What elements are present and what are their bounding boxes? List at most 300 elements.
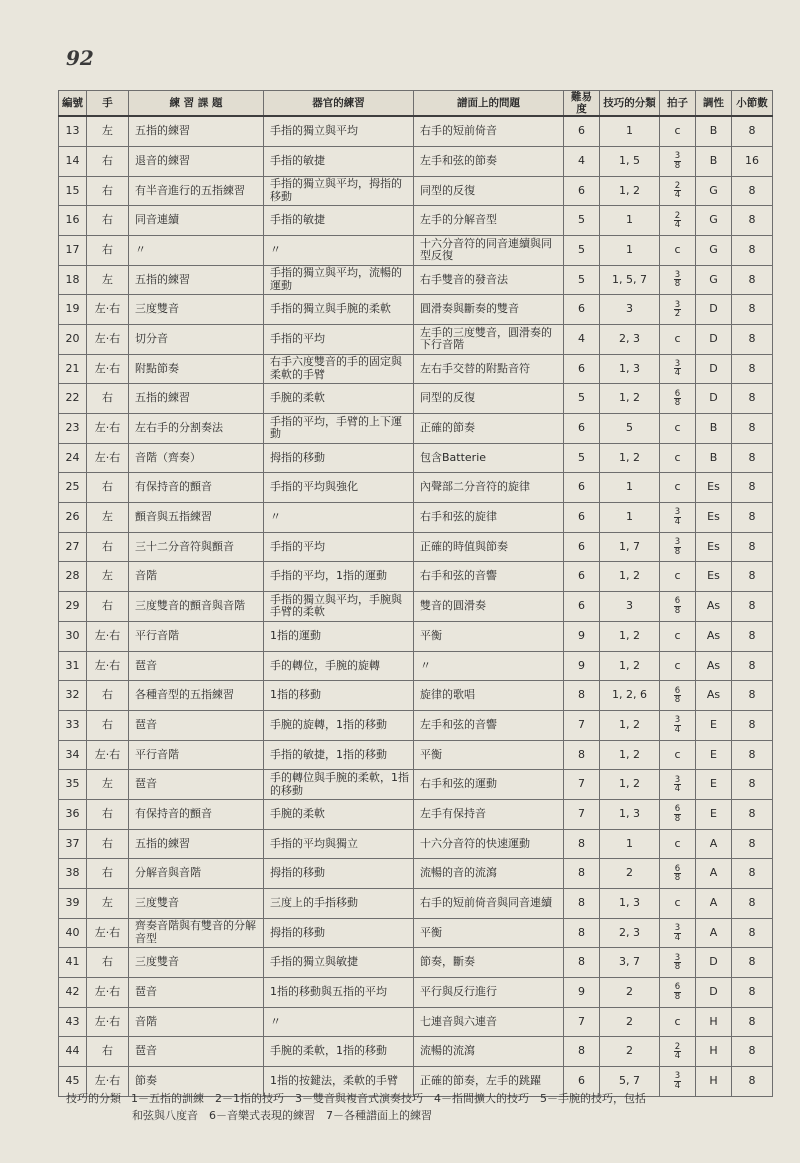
table-row	[59, 443, 773, 473]
cell-technique: 1, 2	[600, 770, 660, 800]
cell-score-problem: 十六分音符的快速運動	[414, 829, 564, 859]
cell-number: 21	[59, 354, 87, 384]
cell-number: 19	[59, 295, 87, 325]
header-topic: 練 習 課 題	[129, 91, 264, 117]
cell-hand: 右	[87, 146, 129, 176]
cell-bars: 8	[732, 978, 773, 1008]
cell-score-problem: 〃	[414, 651, 564, 681]
cell-hand: 左·右	[87, 354, 129, 384]
cell-topic: 平行音階	[129, 621, 264, 651]
cell-score-problem: 平行與反行進行	[414, 978, 564, 1008]
table-row	[59, 146, 773, 176]
cell-hand: 左	[87, 265, 129, 295]
cell-hand: 左·右	[87, 621, 129, 651]
meter-denominator: 4	[674, 368, 681, 379]
cell-meter: c	[660, 889, 696, 919]
cell-topic: 附點節奏	[129, 354, 264, 384]
cell-hand: 右	[87, 206, 129, 236]
cell-topic: 節奏	[129, 1067, 264, 1097]
table-row	[59, 859, 773, 889]
cell-key: B	[696, 443, 732, 473]
cell-hand: 右	[87, 592, 129, 622]
table-row	[59, 354, 773, 384]
cell-bars: 8	[732, 740, 773, 770]
cell-topic: 有保持音的顫音	[129, 473, 264, 503]
cell-meter: c	[660, 443, 696, 473]
cell-difficulty: 9	[564, 621, 600, 651]
cell-hand: 右	[87, 859, 129, 889]
cell-hand: 右	[87, 532, 129, 562]
cell-score-problem: 正確的節奏	[414, 414, 564, 444]
meter-numerator: 3	[674, 358, 681, 369]
header-technique: 技巧的分類	[600, 91, 660, 117]
cell-bars: 8	[732, 176, 773, 206]
cell-key: A	[696, 859, 732, 889]
meter-fraction	[674, 271, 681, 289]
cell-number: 13	[59, 116, 87, 146]
cell-technique: 3	[600, 295, 660, 325]
cell-number: 18	[59, 265, 87, 295]
cell-meter: c	[660, 651, 696, 681]
cell-organ-practice: 手指的平均與獨立	[264, 829, 414, 859]
cell-hand: 右	[87, 473, 129, 503]
cell-organ-practice: 〃	[264, 503, 414, 533]
cell-key: H	[696, 1067, 732, 1097]
cell-difficulty: 7	[564, 799, 600, 829]
cell-score-problem: 節奏，斷奏	[414, 948, 564, 978]
cell-organ-practice: 手腕的柔軟，1指的移動	[264, 1037, 414, 1067]
cell-key: D	[696, 978, 732, 1008]
cell-number: 45	[59, 1067, 87, 1097]
cell-technique: 2	[600, 1037, 660, 1067]
meter-numerator: 3	[674, 952, 681, 963]
cell-hand: 左	[87, 770, 129, 800]
cell-bars: 8	[732, 948, 773, 978]
cell-score-problem: 左右手交替的附點音符	[414, 354, 564, 384]
meter-fraction	[674, 776, 681, 794]
meter-denominator: 4	[674, 1080, 681, 1091]
cell-number: 34	[59, 740, 87, 770]
cell-number: 25	[59, 473, 87, 503]
table-row	[59, 799, 773, 829]
cell-meter: c	[660, 562, 696, 592]
cell-key: D	[696, 324, 732, 354]
meter-numerator: 6	[674, 804, 681, 815]
cell-hand: 右	[87, 1037, 129, 1067]
cell-difficulty: 7	[564, 1007, 600, 1037]
cell-hand: 右	[87, 948, 129, 978]
cell-key: E	[696, 710, 732, 740]
cell-technique: 1, 2	[600, 443, 660, 473]
cell-organ-practice: 〃	[264, 1007, 414, 1037]
cell-technique: 1, 3	[600, 889, 660, 919]
cell-score-problem: 同型的反復	[414, 176, 564, 206]
table-row	[59, 829, 773, 859]
cell-bars: 8	[732, 206, 773, 236]
cell-number: 14	[59, 146, 87, 176]
cell-topic: 琶音	[129, 1037, 264, 1067]
cell-topic: 五指的練習	[129, 265, 264, 295]
meter-numerator: 3	[674, 774, 681, 785]
cell-hand: 左·右	[87, 1007, 129, 1037]
cell-bars: 8	[732, 503, 773, 533]
cell-number: 16	[59, 206, 87, 236]
cell-score-problem: 右手和弦的旋律	[414, 503, 564, 533]
table-row	[59, 681, 773, 711]
cell-topic: 退音的練習	[129, 146, 264, 176]
table-row	[59, 324, 773, 354]
cell-organ-practice: 手腕的旋轉，1指的移動	[264, 710, 414, 740]
cell-number: 41	[59, 948, 87, 978]
cell-organ-practice: 手指的獨立與平均，拇指的移動	[264, 176, 414, 206]
meter-numerator: 6	[674, 685, 681, 696]
cell-topic: 三度雙音	[129, 295, 264, 325]
cell-organ-practice: 拇指的移動	[264, 443, 414, 473]
table-row	[59, 740, 773, 770]
meter-denominator: 8	[674, 279, 681, 290]
cell-score-problem: 左手和弦的節奏	[414, 146, 564, 176]
cell-meter: c	[660, 621, 696, 651]
cell-topic: 分解音與音階	[129, 859, 264, 889]
meter-numerator: 2	[674, 180, 681, 191]
cell-technique: 1	[600, 473, 660, 503]
cell-difficulty: 6	[564, 592, 600, 622]
cell-number: 28	[59, 562, 87, 592]
cell-bars: 8	[732, 384, 773, 414]
meter-fraction	[674, 212, 681, 230]
cell-hand: 左·右	[87, 324, 129, 354]
cell-number: 40	[59, 918, 87, 948]
cell-bars: 8	[732, 710, 773, 740]
cell-score-problem: 左手和弦的音響	[414, 710, 564, 740]
cell-technique: 1, 2	[600, 384, 660, 414]
cell-organ-practice: 三度上的手指移動	[264, 889, 414, 919]
cell-bars: 8	[732, 829, 773, 859]
cell-organ-practice: 手指的敏捷	[264, 146, 414, 176]
cell-meter: c	[660, 829, 696, 859]
meter-numerator: 3	[674, 151, 681, 162]
cell-technique: 1, 2	[600, 621, 660, 651]
cell-key: As	[696, 621, 732, 651]
cell-hand: 左·右	[87, 1067, 129, 1097]
cell-number: 22	[59, 384, 87, 414]
cell-meter	[660, 799, 696, 829]
cell-difficulty: 7	[564, 770, 600, 800]
cell-meter	[660, 146, 696, 176]
cell-difficulty: 6	[564, 414, 600, 444]
cell-difficulty: 6	[564, 503, 600, 533]
meter-fraction	[674, 924, 681, 942]
cell-organ-practice: 手指的獨立與手腕的柔軟	[264, 295, 414, 325]
cell-score-problem: 流暢的流瀉	[414, 1037, 564, 1067]
cell-technique: 2	[600, 1007, 660, 1037]
cell-score-problem: 平衡	[414, 918, 564, 948]
cell-meter	[660, 503, 696, 533]
cell-bars: 8	[732, 859, 773, 889]
cell-technique: 1, 2, 6	[600, 681, 660, 711]
cell-bars: 8	[732, 799, 773, 829]
cell-topic: 琶音	[129, 651, 264, 681]
table-row	[59, 295, 773, 325]
table-row	[59, 176, 773, 206]
meter-fraction	[674, 805, 681, 823]
meter-denominator: 4	[674, 1051, 681, 1062]
cell-organ-practice: 1指的移動	[264, 681, 414, 711]
footnote-text-1: 1－五指的訓練 2－1指的技巧 3－雙音與複音式演奏技巧 4－指間擴大的技巧 5－手腕的技巧，包括	[131, 1092, 646, 1105]
cell-meter	[660, 918, 696, 948]
meter-numerator: 3	[674, 537, 681, 548]
meter-numerator: 3	[674, 1071, 681, 1082]
cell-technique: 1	[600, 235, 660, 265]
cell-score-problem: 內聲部二分音符的旋律	[414, 473, 564, 503]
meter-fraction	[674, 390, 681, 408]
meter-denominator: 8	[674, 605, 681, 616]
table-row	[59, 592, 773, 622]
cell-bars: 8	[732, 621, 773, 651]
header-row	[59, 91, 773, 117]
cell-number: 39	[59, 889, 87, 919]
table-row	[59, 918, 773, 948]
cell-organ-practice: 手指的獨立與敏捷	[264, 948, 414, 978]
meter-numerator: 6	[674, 982, 681, 993]
cell-meter	[660, 1037, 696, 1067]
header-bars: 小節數	[732, 91, 773, 117]
cell-number: 15	[59, 176, 87, 206]
cell-bars: 8	[732, 651, 773, 681]
cell-organ-practice: 手指的獨立與平均，流暢的運動	[264, 265, 414, 295]
cell-score-problem: 左手的分解音型	[414, 206, 564, 236]
cell-organ-practice: 〃	[264, 235, 414, 265]
footnote	[66, 1090, 766, 1124]
cell-technique: 2	[600, 859, 660, 889]
cell-bars: 8	[732, 592, 773, 622]
cell-meter: c	[660, 116, 696, 146]
cell-organ-practice: 手指的平均	[264, 324, 414, 354]
cell-score-problem: 右手和弦的音響	[414, 562, 564, 592]
cell-key: E	[696, 799, 732, 829]
cell-number: 30	[59, 621, 87, 651]
table-row	[59, 978, 773, 1008]
cell-hand: 右	[87, 235, 129, 265]
cell-difficulty: 8	[564, 889, 600, 919]
meter-numerator: 2	[674, 1041, 681, 1052]
cell-meter: c	[660, 473, 696, 503]
cell-meter	[660, 532, 696, 562]
cell-meter	[660, 859, 696, 889]
meter-numerator: 3	[674, 715, 681, 726]
cell-meter: c	[660, 235, 696, 265]
cell-bars: 8	[732, 532, 773, 562]
cell-hand: 右	[87, 829, 129, 859]
cell-organ-practice: 1指的運動	[264, 621, 414, 651]
cell-difficulty: 4	[564, 146, 600, 176]
cell-organ-practice: 拇指的移動	[264, 918, 414, 948]
cell-meter: c	[660, 1007, 696, 1037]
table-row	[59, 770, 773, 800]
cell-technique: 5	[600, 414, 660, 444]
cell-key: D	[696, 295, 732, 325]
cell-topic: 音階（齊奏）	[129, 443, 264, 473]
cell-key: G	[696, 176, 732, 206]
cell-bars: 8	[732, 414, 773, 444]
cell-topic: 五指的練習	[129, 829, 264, 859]
cell-hand: 左·右	[87, 414, 129, 444]
cell-hand: 左	[87, 562, 129, 592]
cell-topic: 三度雙音	[129, 889, 264, 919]
cell-hand: 右	[87, 710, 129, 740]
cell-number: 24	[59, 443, 87, 473]
cell-meter: c	[660, 414, 696, 444]
cell-technique: 1, 2	[600, 562, 660, 592]
cell-topic: 琶音	[129, 710, 264, 740]
cell-topic: 左右手的分割奏法	[129, 414, 264, 444]
table-row	[59, 621, 773, 651]
cell-key: G	[696, 265, 732, 295]
cell-meter	[660, 295, 696, 325]
meter-denominator: 8	[674, 695, 681, 706]
cell-score-problem: 左手的三度雙音，圓滑奏的下行音階	[414, 324, 564, 354]
cell-number: 44	[59, 1037, 87, 1067]
cell-difficulty: 6	[564, 473, 600, 503]
meter-denominator: 4	[674, 724, 681, 735]
cell-topic: 顫音與五指練習	[129, 503, 264, 533]
table-row	[59, 1007, 773, 1037]
cell-key: Es	[696, 562, 732, 592]
table-row	[59, 235, 773, 265]
cell-difficulty: 6	[564, 295, 600, 325]
meter-numerator: 3	[674, 299, 681, 310]
cell-organ-practice: 手指的獨立與平均	[264, 116, 414, 146]
cell-score-problem: 雙音的圓滑奏	[414, 592, 564, 622]
cell-organ-practice: 手的轉位與手腕的柔軟，1指的移動	[264, 770, 414, 800]
cell-bars: 8	[732, 918, 773, 948]
meter-numerator: 3	[674, 269, 681, 280]
header-score-problem: 譜面上的問題	[414, 91, 564, 117]
cell-number: 36	[59, 799, 87, 829]
cell-difficulty: 9	[564, 978, 600, 1008]
cell-bars: 8	[732, 116, 773, 146]
cell-key: H	[696, 1007, 732, 1037]
cell-difficulty: 7	[564, 710, 600, 740]
lesson-table	[58, 90, 773, 1097]
cell-score-problem: 七連音與六連音	[414, 1007, 564, 1037]
cell-key: B	[696, 414, 732, 444]
cell-topic: 五指的練習	[129, 384, 264, 414]
cell-technique: 3	[600, 592, 660, 622]
cell-bars: 8	[732, 1067, 773, 1097]
cell-hand: 左·右	[87, 918, 129, 948]
cell-meter	[660, 592, 696, 622]
cell-meter	[660, 384, 696, 414]
cell-bars: 8	[732, 562, 773, 592]
cell-number: 27	[59, 532, 87, 562]
cell-difficulty: 9	[564, 651, 600, 681]
cell-topic: 有半音進行的五指練習	[129, 176, 264, 206]
header-key: 調性	[696, 91, 732, 117]
cell-hand: 左·右	[87, 651, 129, 681]
cell-organ-practice: 1指的按鍵法，柔軟的手臂	[264, 1067, 414, 1097]
cell-bars: 8	[732, 265, 773, 295]
cell-number: 26	[59, 503, 87, 533]
meter-denominator: 8	[674, 962, 681, 973]
meter-denominator: 8	[674, 873, 681, 884]
cell-technique: 5, 7	[600, 1067, 660, 1097]
cell-difficulty: 5	[564, 265, 600, 295]
meter-fraction	[674, 538, 681, 556]
cell-key: A	[696, 829, 732, 859]
cell-meter: c	[660, 740, 696, 770]
cell-bars: 8	[732, 295, 773, 325]
cell-key: E	[696, 770, 732, 800]
cell-bars: 8	[732, 770, 773, 800]
cell-difficulty: 8	[564, 681, 600, 711]
cell-difficulty: 5	[564, 206, 600, 236]
footnote-label: 技巧的分類	[66, 1092, 121, 1105]
cell-organ-practice: 手指的平均與強化	[264, 473, 414, 503]
cell-difficulty: 5	[564, 235, 600, 265]
cell-difficulty: 8	[564, 859, 600, 889]
meter-numerator: 2	[674, 210, 681, 221]
cell-topic: 切分音	[129, 324, 264, 354]
cell-meter	[660, 710, 696, 740]
cell-key: Es	[696, 532, 732, 562]
meter-fraction	[674, 1043, 681, 1061]
cell-technique: 1, 2	[600, 740, 660, 770]
cell-organ-practice: 手腕的柔軟	[264, 384, 414, 414]
cell-key: D	[696, 354, 732, 384]
cell-key: G	[696, 206, 732, 236]
meter-fraction	[674, 301, 681, 319]
cell-technique: 1	[600, 503, 660, 533]
cell-organ-practice: 拇指的移動	[264, 859, 414, 889]
cell-key: As	[696, 681, 732, 711]
cell-topic: 琶音	[129, 770, 264, 800]
cell-key: H	[696, 1037, 732, 1067]
cell-technique: 1	[600, 829, 660, 859]
cell-meter	[660, 948, 696, 978]
cell-technique: 1	[600, 206, 660, 236]
cell-number: 37	[59, 829, 87, 859]
cell-technique: 2, 3	[600, 324, 660, 354]
header-number: 編號	[59, 91, 87, 117]
meter-fraction	[674, 182, 681, 200]
cell-topic: 音階	[129, 562, 264, 592]
cell-topic: 平行音階	[129, 740, 264, 770]
cell-technique: 1, 2	[600, 176, 660, 206]
meter-fraction	[674, 152, 681, 170]
cell-score-problem: 旋律的歌唱	[414, 681, 564, 711]
cell-technique: 1, 3	[600, 354, 660, 384]
table-row	[59, 1037, 773, 1067]
cell-number: 20	[59, 324, 87, 354]
meter-denominator: 8	[674, 398, 681, 409]
cell-number: 23	[59, 414, 87, 444]
table-row	[59, 116, 773, 146]
cell-organ-practice: 右手六度雙音的手的固定與柔軟的手臂	[264, 354, 414, 384]
cell-difficulty: 4	[564, 324, 600, 354]
meter-denominator: 4	[674, 784, 681, 795]
cell-organ-practice: 手指的平均	[264, 532, 414, 562]
cell-meter	[660, 681, 696, 711]
cell-technique: 1, 7	[600, 532, 660, 562]
cell-number: 43	[59, 1007, 87, 1037]
cell-key: Es	[696, 503, 732, 533]
header-difficulty: 難易度	[564, 91, 600, 117]
cell-hand: 右	[87, 799, 129, 829]
cell-key: D	[696, 384, 732, 414]
cell-score-problem: 正確的時值與節奏	[414, 532, 564, 562]
cell-bars: 8	[732, 1037, 773, 1067]
